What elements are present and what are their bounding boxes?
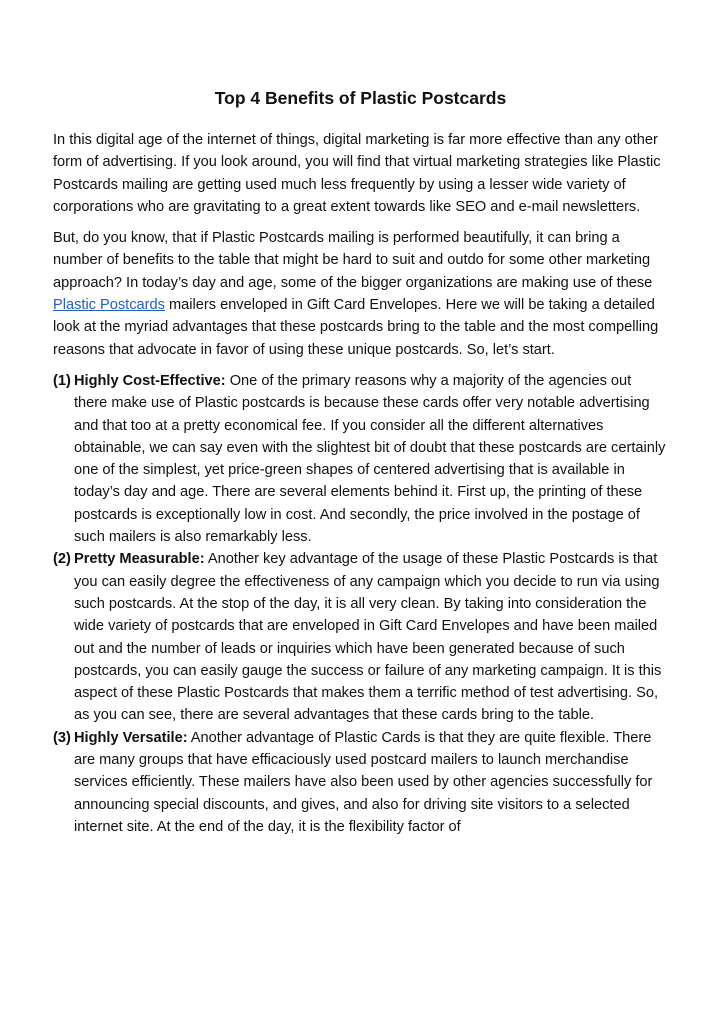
page-title: Top 4 Benefits of Plastic Postcards — [214, 88, 507, 108]
benefit-item — [53, 370, 668, 548]
benefit-heading: Highly Versatile: — [74, 729, 188, 746]
benefits-list — [53, 370, 668, 838]
plastic-postcards-link[interactable]: Plastic Postcards — [53, 297, 165, 314]
second-paragraph — [53, 227, 668, 361]
intro-paragraph: In this digital age of the internet of things, digital marketing is far more effective than any other form of advertising. If you look around, you will find that virtual marketing strategies like Plastic Postcards mailing are getting used much less frequently by using a lesser wide variety of corporations who are gravitating to a great extent towards like SEO and e-mail newsletters. — [53, 132, 661, 215]
benefit-number: (3) — [53, 729, 71, 746]
second-paragraph-text-after: mailers enveloped in Gift Card Envelopes. Here we will be taking a detailed look at the myriad advantages that these postcards bring to the table and the most compelling reasons that advocate in favor of using these unique postcards. So, let’s start. — [53, 297, 659, 358]
second-paragraph-text-before: But, do you know, that if Plastic Postcards mailing is performed beautifully, it can bring a number of benefits to the table that might be hard to suit and outdo for some other marketing approach? In today’s day and age, some of the bigger organizations are making use of these — [53, 230, 653, 291]
benefit-item — [53, 548, 668, 726]
benefit-heading: Pretty Measurable: — [74, 551, 205, 568]
benefit-text: Another key advantage of the usage of these Plastic Postcards is that you can easily degree the effectiveness of any campaign which you decide to run via using such postcards. At the stop of the day, it is all very clean. By taking into consideration the wide variety of postcards that are enveloped in Gift Card Envelopes and have been mailed out and the number of leads or inquiries which have been generated because of such postcards, you can easily gauge the success or failure of any marketing campaign. It is this aspect of these Plastic Postcards that makes them a terrific method of test advertising. So, as you can see, there are several advantages that these cards bring to the table. — [74, 551, 662, 724]
benefit-heading: Highly Cost-Effective: — [74, 372, 226, 389]
benefit-text: Another advantage of Plastic Cards is that they are quite flexible. There are many groups that have efficaciously used postcard mailers to launch merchandise services efficiently. These mailers have also been used by other agencies successfully for announcing special discounts, and gives, and also for driving site visitors to a selected internet site. At the end of the day, it is the flexibility factor of — [74, 729, 653, 835]
benefit-item — [53, 727, 668, 838]
benefit-text: One of the primary reasons why a majority of the agencies out there make use of Plastic postcards is because these cards offer very notable advertising and that too at a pretty economical fee. If you consider all the different alternatives obtainable, we can say even with the slightest bit of doubt that these postcards are certainly one of the simplest, yet price-green shapes of centered advertising that is available in today’s day and age. There are several elements behind it. First up, the printing of these postcards is exceptionally low in cost. And secondly, the price involved in the postage of such mailers is also remarkably less. — [74, 372, 666, 546]
benefit-number: (1) — [53, 372, 71, 389]
benefit-number: (2) — [53, 551, 71, 568]
